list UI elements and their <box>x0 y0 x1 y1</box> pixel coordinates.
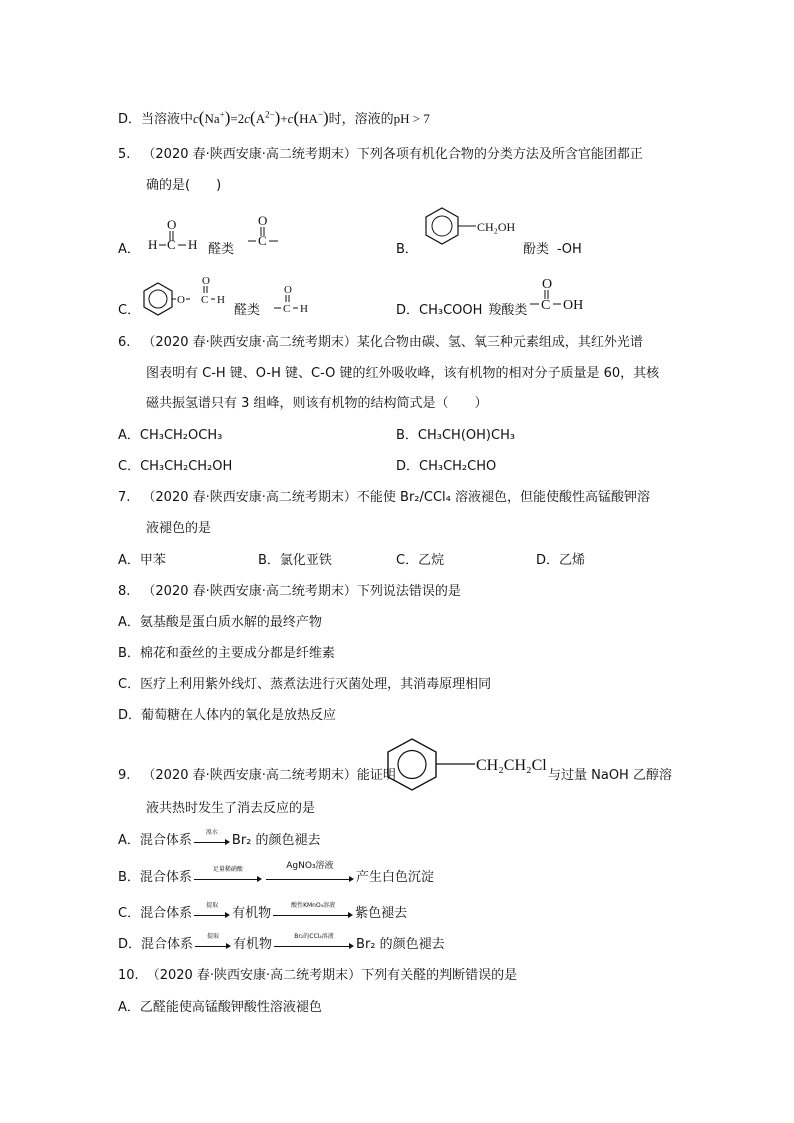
svg-text:O: O <box>202 275 210 287</box>
reaction-arrow: AgNO₃溶液 <box>266 872 354 884</box>
aldehyde-group-structure <box>272 283 312 317</box>
phenyl-formate-structure <box>140 273 240 317</box>
q6-option-b: B．CH₃CH(OH)CH₃ <box>396 428 516 443</box>
svg-text:C: C <box>258 233 267 248</box>
q5-option-a-class: 醛类 <box>208 242 235 257</box>
q10-option-a: A．乙醛能使高锰酸钾酸性溶液褪色 <box>118 1000 322 1015</box>
reaction-arrow: 酸性KMnO₄溶液 <box>273 908 353 920</box>
q7-stem-line2: 液褪色的是 <box>146 521 212 536</box>
svg-text:O: O <box>177 294 185 306</box>
svg-text:O: O <box>284 284 292 296</box>
q8-option-d: D．葡萄糖在人体内的氧化是放热反应 <box>118 708 337 723</box>
reaction-arrow: Br₂的CCl₄溶液 <box>274 939 354 951</box>
svg-text:C: C <box>167 237 176 252</box>
q8-option-c: C．医疗上利用紫外线灯、蒸煮法进行灭菌处理，其消毒原理相同 <box>118 677 492 692</box>
q5-option-b-class: 酚类 -OH <box>523 242 582 257</box>
svg-text:C: C <box>201 294 209 306</box>
carboxyl-group-structure <box>528 276 588 316</box>
q5-option-c-label: C． <box>118 303 141 318</box>
svg-text:CH₂OH: CH₂OH <box>477 220 516 234</box>
svg-text:H: H <box>188 237 198 252</box>
q7-option-d: D．乙烯 <box>536 553 586 568</box>
svg-text:C: C <box>283 303 291 315</box>
q9-stem-line2: 液共热时发生了消去反应的是 <box>146 801 316 816</box>
q6-option-a: A．CH₃CH₂OCH₃ <box>118 428 223 443</box>
q7-option-a: A．甲苯 <box>118 553 166 568</box>
phenylethyl-chloride-structure <box>380 736 550 792</box>
q9-option-d: D．混合体系 提取 有机物 Br₂的CCl₄溶液 Br₂ 的颜色褪去 <box>118 932 445 952</box>
q7-option-c: C．乙烷 <box>396 553 445 568</box>
q5-option-b-label: B． <box>396 242 418 257</box>
q7-stem-line1: 7. （2020 春·陕西安康·高二统考期末）不能使 Br₂/CCl₄ 溶液褪色，但能使酸性高锰酸钾溶 <box>118 490 650 505</box>
svg-text:O: O <box>258 213 268 228</box>
q6-stem-line3: 磁共振氢谱只有 3 组峰，则该有机物的结构简式是（ ） <box>146 396 488 411</box>
q9-stem-line1: 9. （2020 春·陕西安康·高二统考期末）能证明 <box>118 768 396 783</box>
svg-text:H: H <box>148 237 158 252</box>
q8-stem: 8. （2020 春·陕西安康·高二统考期末）下列说法错误的是 <box>118 584 461 599</box>
q9-option-b: B．混合体系 足量稀硝酸 AgNO₃溶液 产生白色沉淀 <box>118 860 434 885</box>
q6-stem-line2: 图表明有 C-H 键、O-H 键、C-O 键的红外吸收峰，该有机物的相对分子质量是 60，其核 <box>146 366 660 381</box>
q6-option-c: C．CH₃CH₂CH₂OH <box>118 459 233 474</box>
carbonyl-group-structure <box>246 214 286 248</box>
svg-text:H: H <box>217 294 225 306</box>
q5-stem-line2: 确的是( ) <box>146 178 222 193</box>
formaldehyde-structure <box>146 218 206 254</box>
svg-text:CH₂CH₂Cl: CH₂CH₂Cl <box>476 757 547 774</box>
reaction-arrow: 足量稀硝酸 <box>194 872 262 884</box>
q5-option-a-label: A． <box>118 242 140 257</box>
svg-text:O: O <box>167 217 177 232</box>
q8-option-b: B．棉花和蚕丝的主要成分都是纤维素 <box>118 646 335 661</box>
q10-stem: 10. （2020 春·陕西安康·高二统考期末）下列有关醛的判断错误的是 <box>118 968 518 983</box>
q5-option-d: D．CH₃COOH 羧酸类 <box>396 303 528 318</box>
q5-option-c-class: 醛类 <box>234 303 261 318</box>
reaction-arrow: 溴水 <box>194 835 230 847</box>
q8-option-a: A．氨基酸是蛋白质水解的最终产物 <box>118 615 322 630</box>
benzyl-alcohol-structure <box>420 205 520 249</box>
q9-option-c: C．混合体系 提取 有机物 酸性KMnO₄溶液 紫色褪去 <box>118 901 408 921</box>
reaction-arrow: 提取 <box>194 908 230 920</box>
q7-option-b: B．氯化亚铁 <box>258 553 332 568</box>
q6-stem-line1: 6. （2020 春·陕西安康·高二统考期末）某化合物由碳、氢、氧三种元素组成，其红外光谱 <box>118 335 643 350</box>
q4-option-d: D．当溶液中$c(Na^+)=2c(A^{2-})+c(HA^-)$时，溶液的pH > 7 <box>118 108 430 127</box>
q9-stem-line1-end: 与过量 NaOH 乙醇溶 <box>548 768 672 783</box>
svg-text:O: O <box>542 277 553 292</box>
q9-option-a: A．混合体系 溴水 Br₂ 的颜色褪去 <box>118 828 321 848</box>
svg-text:H: H <box>300 303 308 315</box>
q5-stem-line1: 5. （2020 春·陕西安康·高二统考期末）下列各项有机化合物的分类方法及所含官能团都正 <box>118 147 643 162</box>
reaction-arrow: 提取 <box>195 939 231 951</box>
svg-text:C: C <box>541 298 551 313</box>
svg-text:OH: OH <box>563 298 584 313</box>
q6-option-d: D．CH₃CH₂CHO <box>396 459 497 474</box>
